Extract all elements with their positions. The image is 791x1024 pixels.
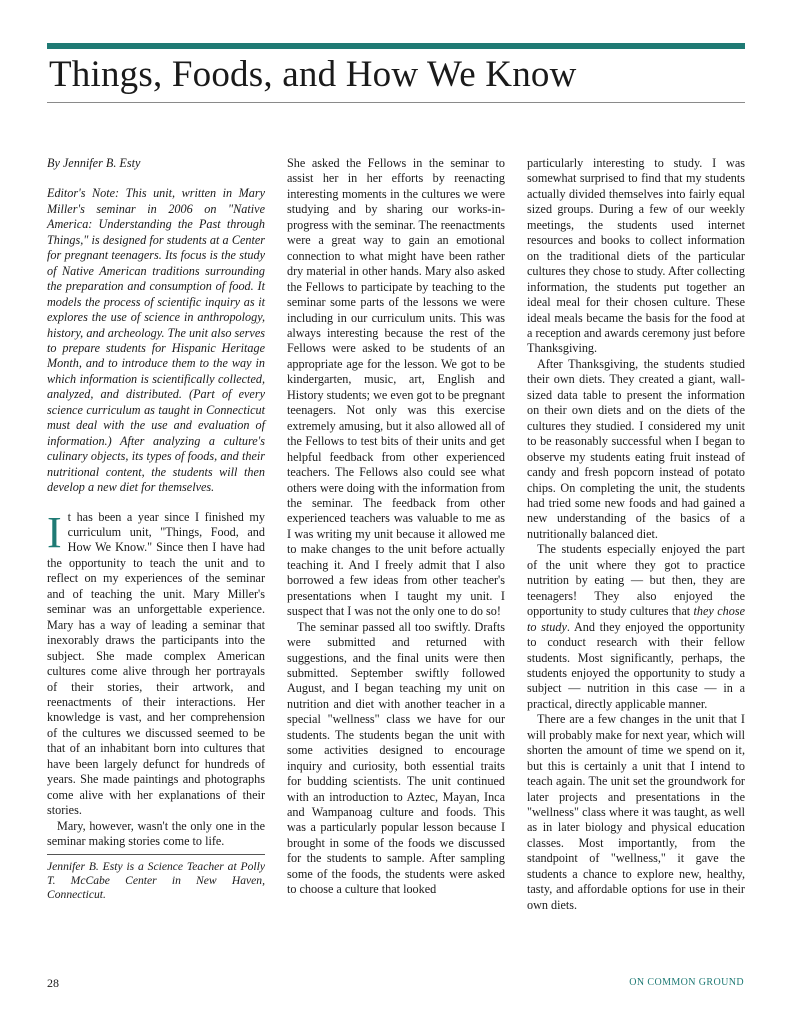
body-paragraph: After Thanksgiving, the students studied their own diets. They created a giant, wall-sized data table to present the information on their own diets and on the diets of the cultures they studied. I considered my unit to be reasonably successful when I began to observe my students eating fruit instead of candy and fresh popcorn instead of potato chips. On completing the unit, the students had tried some new foods and had gained a new understanding of the basics of a nutritionally balanced diet. [527,356,745,541]
body-text: t has been a year since I finished my curriculum unit, "Things, Food, and How We Know." Since then I have had the opportunity to teach the unit and to reflect on my experiences of the seminar and of teaching the unit. Mary Miller's seminar was an unforgettable experience. Mary has a way of leading a seminar that inexorably draws the participants into the subject. She made complex American cultures come alive through her portrayals of their stories, their artwork, and reenactments of their interactions. Her knowledge is vast, and her comprehension of the cultures we discussed seemed to be that of an inhabitant born into cultures that have been largely defunct for hundreds of years. She made paintings and photographs come alive with her explanations of their stories. [47,509,265,818]
editors-note: Editor's Note: This unit, written in Mary Miller's seminar in 2006 on "Native America: Understanding the Past through Things," is designed for students at a Center for pregnant teenagers. Its focus is the study of Native American traditions surrounding the preparation and consumption of food. It models the process of scientific inquiry as it explores the use of science in anthropology, history, and archeology. The unit also serves to prepare students for Hispanic Heritage Month, and to introduce them to the way in which information is scientifically collected, analyzed, and distributed. (Part of every science curriculum as taught in Connecticut must deal with the use and evaluation of information.) After analyzing a culture's culinary objects, its types of foods, and their nutritional content, the students will then develop a new diet for themselves. [47,186,265,495]
title-divider [47,102,745,103]
page-number: 28 [47,976,59,990]
body-paragraph [47,507,265,819]
author-bio: Jennifer B. Esty is a Science Teacher at Polly T. McCabe Center in New Haven, Connecticut. [47,860,265,901]
body-paragraph: Mary, however, wasn't the only one in the seminar making stories come to life. [47,818,265,849]
header-accent-rule [47,43,745,49]
body-paragraph [527,542,745,712]
body-paragraph: particularly interesting to study. I was somewhat surprised to find that my students actually divided themselves into fairly equal sized groups. During a few of our weekly meetings, the students used internet resources and books to collect information on the traditional diets of the particular cultures they chose to study. After collecting information, the students put together an ideal meal for their chosen culture. These ideal meals became the basis for the food at a reception and awards ceremony just before Thanksgiving. [527,156,745,356]
column-2 [287,156,505,898]
emphasis-text: they chose to study [527,604,745,634]
bio-divider [47,854,265,855]
body-paragraph: She asked the Fellows in the seminar to assist her in her efforts by reenacting interesting moments in the cultures we were studying and by sharing our works-in-progress with the seminar. The reenactments were a great way to gain an emotional connection to what might have been rather dry material in other hands. Mary also asked the Fellows to participate by teaching to the seminar some parts of the lessons we were including in our curriculum units. This was always interesting because the rest of the Fellows were asked to be students of an appropriate age for the lesson. We got to be kindergarten, music, art, English and History students; we even got to be pregnant teenagers. Not only was this exercise extremely amusing, but it also allowed all of the Fellows to test bits of their units and get helpful feedback from other experienced teachers. The Fellows also could see what others were doing with the information from the seminar. The feedback from other experienced teachers was valuable to me as I was writing my unit because it allowed me to make changes to the unit before actually teaching it. And I freely admit that I also borrowed a few ideas from other teacher's presentations when I taught my unit. I suspect that I was not the only one to do so! [287,156,505,619]
body-text: The students especially enjoyed the part of the unit where they got to practice nutrition by eating — but then, they are teenagers! They also enjoyed the opportunity to study cultures that [527,542,745,619]
article-title: Things, Foods, and How We Know [49,54,577,95]
column-1 [47,156,265,901]
body-paragraph: There are a few changes in the unit that I will probably make for next year, which will shorten the amount of time we spend on it, but this is certainly a unit that I intend to teach again. The unit set the groundwork for later projects and presentations in the "wellness" class where it was taught, as well as in later biology and physical education classes. Most importantly, from the standpoint of "wellness," it gave the students a chance to explore new, healthy, tasty, and affordable options for use in their own diets. [527,712,745,912]
body-paragraph: The seminar passed all too swiftly. Drafts were submitted and returned with suggestions, and the final units were then submitted. September swiftly followed August, and I began teaching my unit on nutrition and diet with another teacher in a special "wellness" class we have for our students. The students began the unit with some activities designed to encourage inquiry and curiosity, both essential traits for budding scientists. The unit continued with an introduction to Aztec, Mayan, Inca and Wampanoag culture and foods. This was a particularly popular lesson because I brought in some of the foods we discussed for the students to sample. After sampling some of the foods, the students were asked to choose a culture that looked [287,619,505,897]
body-text: . And they enjoyed the opportunity to conduct research with their fellow students. Most significantly, perhaps, the students enjoyed the opportunity to study a subject — nutrition in this case — in a practical, directly applicable manner. [527,619,745,711]
byline: By Jennifer B. Esty [47,156,141,170]
drop-cap: I [47,507,62,557]
column-3 [527,156,745,913]
publication-name: ON COMMON GROUND [629,977,744,988]
